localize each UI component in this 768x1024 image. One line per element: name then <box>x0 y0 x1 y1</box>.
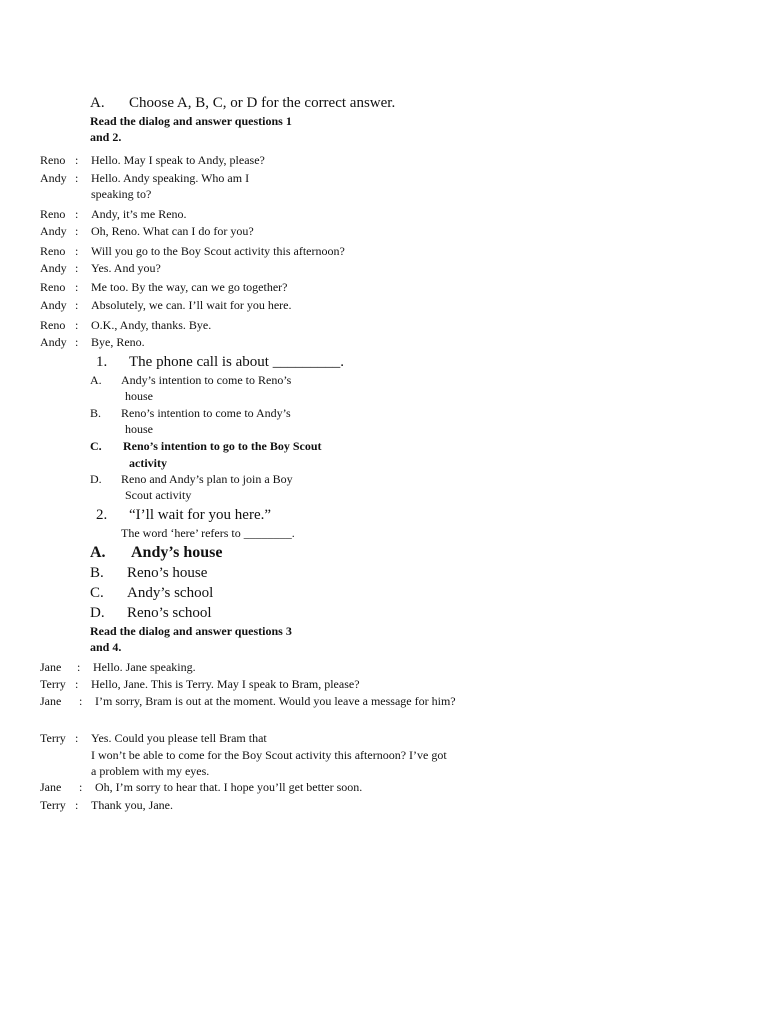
dialog1-heading: Read the dialog and answer questions 1 <box>90 114 292 128</box>
option-text: Andy’s intention to come to Reno’s <box>121 373 292 387</box>
separator: : <box>75 153 79 167</box>
dialog-line: Oh, I’m sorry to hear that. I hope you’ll get better soon. <box>95 780 363 794</box>
option-letter: A. <box>90 373 102 387</box>
dialog-line: Thank you, Jane. <box>91 798 173 812</box>
dialog-line: Yes. Could you please tell Bram that <box>91 731 267 745</box>
separator: : <box>75 798 79 812</box>
separator: : <box>75 261 79 275</box>
separator: : <box>75 207 79 221</box>
separator: : <box>77 660 81 674</box>
question-number: 2. <box>96 507 108 523</box>
separator: : <box>75 335 79 349</box>
dialog1-heading-cont: and 2. <box>90 130 122 144</box>
question-quote: “I’ll wait for you here.” <box>129 507 272 523</box>
separator: : <box>75 318 79 332</box>
dialog-line: Absolutely, we can. I’ll wait for you here. <box>91 298 292 312</box>
speaker: Reno <box>40 318 66 332</box>
speaker: Terry <box>40 798 66 812</box>
option-text-cont: house <box>125 422 153 436</box>
dialog-line: Andy, it’s me Reno. <box>91 207 187 221</box>
separator: : <box>75 298 79 312</box>
option-letter: C. <box>90 439 102 453</box>
separator: : <box>79 694 83 708</box>
dialog-line: Bye, Reno. <box>91 335 145 349</box>
speaker: Terry <box>40 731 66 745</box>
option-text: Andy’s school <box>127 585 214 601</box>
speaker: Reno <box>40 207 66 221</box>
dialog2-heading: Read the dialog and answer questions 3 <box>90 624 292 638</box>
separator: : <box>75 731 79 745</box>
separator: : <box>79 780 83 794</box>
option-text-cont: activity <box>129 456 167 470</box>
speaker: Reno <box>40 280 66 294</box>
section-instruction: Choose A, B, C, or D for the correct answer. <box>129 95 396 111</box>
separator: : <box>75 224 79 238</box>
option-text: Reno’s house <box>127 565 208 581</box>
speaker: Andy <box>40 171 67 185</box>
option-text-cont: Scout activity <box>125 488 192 502</box>
dialog-line-cont: I won’t be able to come for the Boy Scout activity this afternoon? I’ve got <box>91 748 447 762</box>
option-letter: A. <box>90 544 106 561</box>
option-text: Reno and Andy’s plan to join a Boy <box>121 472 293 486</box>
option-text: Andy’s house <box>131 544 223 561</box>
dialog-line: O.K., Andy, thanks. Bye. <box>91 318 212 332</box>
separator: : <box>75 244 79 258</box>
dialog2-heading-cont: and 4. <box>90 640 122 654</box>
dialog-line: Hello. May I speak to Andy, please? <box>91 153 265 167</box>
dialog-line: Hello, Jane. This is Terry. May I speak to Bram, please? <box>91 677 360 691</box>
speaker: Terry <box>40 677 66 691</box>
speaker: Andy <box>40 335 67 349</box>
option-text: Reno’s school <box>127 605 212 621</box>
option-letter: B. <box>90 565 104 581</box>
speaker: Jane <box>40 694 62 708</box>
speaker: Reno <box>40 244 66 258</box>
speaker: Reno <box>40 153 66 167</box>
dialog-line-cont: speaking to? <box>91 187 152 201</box>
separator: : <box>75 171 79 185</box>
dialog-line-cont: a problem with my eyes. <box>91 764 210 778</box>
option-text: Reno’s intention to go to the Boy Scout <box>123 439 322 453</box>
dialog-line: Hello. Jane speaking. <box>93 660 196 674</box>
dialog-line: Will you go to the Boy Scout activity this afternoon? <box>91 244 345 258</box>
dialog-line: Oh, Reno. What can I do for you? <box>91 224 254 238</box>
option-text-cont: house <box>125 389 153 403</box>
speaker: Andy <box>40 298 67 312</box>
option-letter: B. <box>90 406 102 420</box>
option-letter: D. <box>90 472 102 486</box>
dialog-line: Yes. And you? <box>91 261 161 275</box>
separator: : <box>75 280 79 294</box>
option-letter: C. <box>90 585 104 601</box>
separator: : <box>75 677 79 691</box>
question-number: 1. <box>96 354 108 370</box>
speaker: Andy <box>40 261 67 275</box>
speaker: Jane <box>40 660 62 674</box>
dialog-line: I’m sorry, Bram is out at the moment. Would you leave a message for him? <box>95 694 456 708</box>
option-letter: D. <box>90 605 105 621</box>
section-letter: A. <box>90 95 105 111</box>
speaker: Jane <box>40 780 62 794</box>
option-text: Reno’s intention to come to Andy’s <box>121 406 291 420</box>
question-stem: The word ‘here’ refers to ________. <box>121 526 295 540</box>
dialog-line: Me too. By the way, can we go together? <box>91 280 288 294</box>
question-stem: The phone call is about _________. <box>129 354 344 370</box>
dialog-line: Hello. Andy speaking. Who am I <box>91 171 250 185</box>
speaker: Andy <box>40 224 67 238</box>
